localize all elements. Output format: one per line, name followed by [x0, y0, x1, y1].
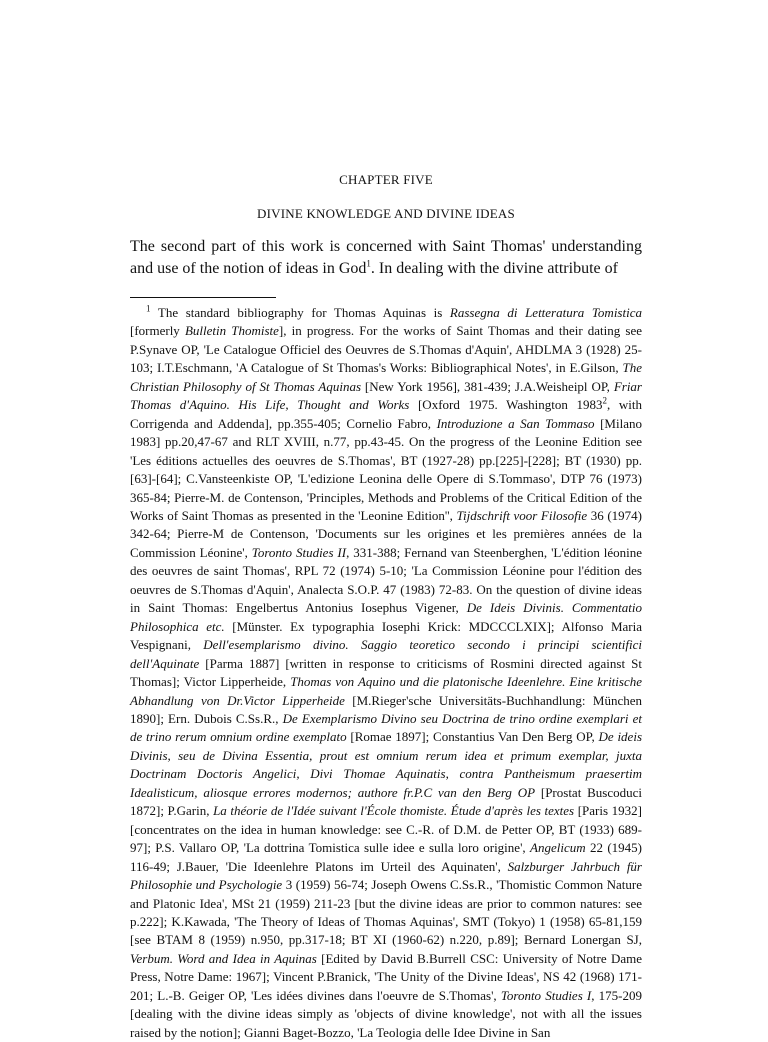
footnote-title-italic: Dell'esemplarismo divino. Saggio teoretico secondo i principi scientifici dell'Aquinate: [130, 637, 643, 671]
footnote-title-italic: Angelicum: [530, 840, 586, 856]
document-page: [130, 0, 643, 1040]
body-paragraph: [130, 236, 642, 280]
footnote-text: , with Corrigenda and Addenda], pp.355-405; Cornelio Fabro,: [130, 397, 642, 431]
footnote-title-italic: The Christian Philosophy of St Thomas Aquinas: [130, 360, 642, 394]
footnote-text: [Oxford 1975. Washington 1983: [409, 397, 603, 413]
footnote-title-italic: Bulletin Thomiste: [184, 323, 279, 339]
footnote-text: 3 (1959) 56-74; Joseph Owens C.Ss.R., 'Thomistic Common Nature and Platonic Idea', MSt 21 (1959) 211-23 [but the divine ideas are prior to common natures: see p.222]; K.Kawada, 'The Theory of Ideas of Thomas Aquinas', SMT (Tokyo) 1 (1958) 65-81,159 [see BTAM 8 (1959) n.950, pp.317-18; BT XI (1960-62) n.220, p.89]; Bernard Lonergan SJ,: [130, 877, 643, 948]
footnote-text: 22 (1945) 116-49; J.Bauer, 'Die Ideenlehre Platons im Urteil des Aquinaten',: [130, 840, 642, 874]
footnote-text: [Prostat Buscoduci 1872]; P.Garin,: [130, 784, 643, 819]
footnote-text: ], in progress. For the works of Saint Thomas and their dating see P.Synave OP, 'Le Catalogue Officiel des Oeuvres de S.Thomas d'Aquin', AHDLMA 3 (1928) 25-103; I.T.Eschmann, 'A Catalogue of St Thomas's Works: Bibliographical Notes', in E.Gilson,: [130, 323, 642, 376]
footnote-title-italic: De Exemplarismo Divino seu Doctrina de trino ordine exemplari et de trino rerum omnium ordine exemplato: [130, 710, 642, 745]
footnote-title-italic: Tijdschrift voor Filosofie: [456, 507, 588, 523]
footnote-title-italic: Rassegna di Letteratura Tomistica: [449, 305, 642, 320]
footnote-title-italic: De Ideis Divinis. Commentatio Philosophica etc.: [130, 600, 642, 634]
body-text-end: . In dealing with the divine attribute of: [370, 260, 618, 277]
chapter-title: DIVINE KNOWLEDGE AND DIVINE IDEAS: [257, 206, 515, 221]
footnote-title-italic: Thomas von Aquino und die platonische Ideenlehre. Eine kritische Abhandlung von Dr.Victor Lipperheide: [130, 674, 642, 708]
footnote-text: , 175-209 [dealing with the divine ideas simply as 'objects of divine knowledge', not with all the issues raised by the notion]; Gianni Baget-Bozzo, 'La Teologia delle Idee Divine in San: [130, 987, 642, 1040]
body-text-start: The second part of this work is concerned with Saint Thomas' understanding and use of the notion of ideas in God: [130, 238, 642, 277]
footnote-text: [New York 1956], 381-439; J.A.Weisheipl OP,: [361, 378, 614, 394]
footnote-title-italic: Toronto Studies II: [251, 544, 347, 560]
footnote-title-italic: Verbum. Word and Idea in Aquinas: [130, 950, 317, 966]
footnote-title-italic: Salzburger Jahrbuch für Philosophie und Psychologie: [130, 858, 642, 893]
footnote-divider: [130, 297, 276, 298]
footnote-title-italic: Introduzione a San Tommaso: [436, 415, 595, 431]
footnote-text: [Edited by David B.Burrell CSC: University of Notre Dame Press, Notre Dame: 1967]; Vincent P.Branick, 'The Unity of the Divine Ideas', NS 42 (1968) 171-201; L.-B. Geiger OP, 'Les idées divines dans l'oeuvre de S.Thomas',: [130, 950, 642, 1003]
footnote-text: , 331-388; Fernand van Steenberghen, 'L'édition léonine des oeuvres de saint Thomas', RPL 72 (1974) 5-10; 'La Commission Léonine pour l'édition des oeuvres de S.Thomas d'Aquin', Analecta S.O.P. 47 (1983) 72-83. On the question of divine ideas in Saint Thomas: Engelbertus Antonius Iosephus Vigener,: [130, 544, 643, 616]
footnote-superscript: 2: [602, 395, 607, 406]
footnote-text: 36 (1974) 342-64; Pierre-M de Contenson, 'Documents sur les origines et les premières années de la Commission Léonine',: [130, 507, 642, 560]
footnote-marker: 1: [146, 303, 151, 314]
footnote-text: [M.Rieger'sche Universitäts-Buchhandlung: München 1890]; Ern. Dubois C.Ss.R.,: [130, 692, 642, 726]
footnote-text: [Milano 1983] pp.20,47-67 and RLT XVIII, n.77, pp.43-45. On the progress of the Leonine Edition see 'Les éditions actuelles des oeuvres de S.Thomas', BT (1927-28) pp.[225]-[228]; BT (1930) pp.[63]-[64]; C.Vansteenkiste OP, 'L'edizione Leonina delle Opere di S.Tommaso', DTP 76 (1973) 365-84; Pierre-M. de Contenson, 'Principles, Methods and Problems of the Critical Edition of the Works of Saint Thomas as presented in the 'Leonine Edition'',: [130, 415, 642, 523]
footnote: [130, 304, 642, 1042]
footnote-reference: 1: [366, 258, 371, 269]
footnote-text: [Romae 1897]; Constantius Van Den Berg OP,: [346, 729, 599, 745]
footnote-title-italic: De ideis Divinis, seu de Divina Essentia, prout est omnium rerum idea et primum exemplar, juxta Doctrinam Doctoris Angelici, Divi Thomae Aquinatis, contra Pantheismum praesertim Idealisticum, aliosque errores modernos; authore fr.P.C van den Berg OP: [130, 729, 643, 800]
footnote-text: [Paris 1932] [concentrates on the idea in human knowledge: see C.-R. of D.M. de Petter OP, BT (1933) 689-97]; P.S. Vallaro OP, 'La dottrina Tomistica sulle idee e sulla loro origine',: [130, 803, 642, 856]
footnote-text: The standard bibliography for Thomas Aquinas is: [150, 305, 450, 320]
footnote-text: [formerly: [130, 323, 185, 339]
chapter-number: CHAPTER FIVE: [339, 172, 433, 187]
footnote-title-italic: La théorie de l'Idée suivant l'École thomiste. Étude d'après les textes: [213, 803, 575, 819]
footnote-text: [Parma 1887] [written in response to criticisms of Rosmini directed against St Thomas]; Victor Lipperheide,: [130, 655, 642, 690]
footnote-text: [Münster. Ex typographia Iosephi Krick: MDCCCLXIX]; Alfonso Maria Vespignani,: [130, 618, 642, 653]
footnote-title-italic: Friar Thomas d'Aquino. His Life, Thought and Works: [130, 378, 642, 413]
footnote-title-italic: Toronto Studies I: [500, 987, 592, 1003]
